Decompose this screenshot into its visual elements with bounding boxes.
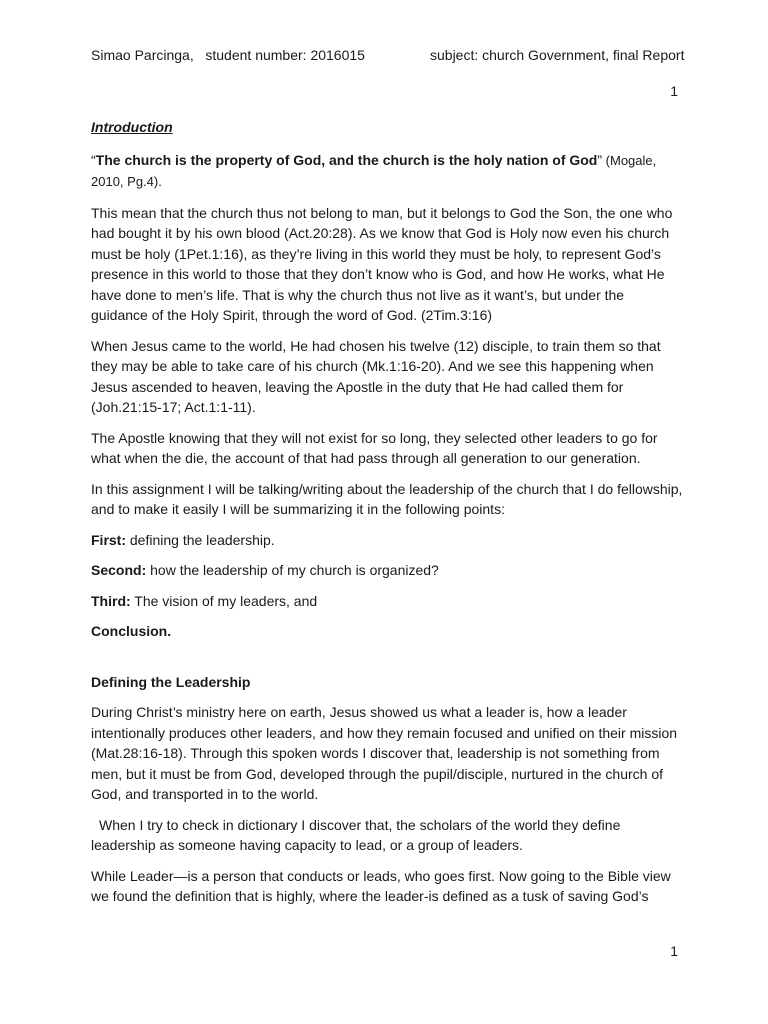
point-label: Second: <box>91 562 147 578</box>
document-body <box>91 117 683 917</box>
quote-close-mark: ” <box>597 151 603 168</box>
point-text: . <box>167 623 172 639</box>
quote-text: The church is the property of God, and the church is the holy nation of God <box>95 151 598 168</box>
header-subject-info: subject: church Government, final Report <box>430 47 685 63</box>
quote-open-mark: “ <box>91 151 96 168</box>
point-first <box>91 530 683 551</box>
quote-citation: (Mogale, 2010, Pg.4). <box>91 152 657 189</box>
intro-paragraph-4: In this assignment I will be talking/writing about the leadership of the church that I do fellowship, and to make it easily I will be summarizing it in the following points: <box>91 480 683 517</box>
point-third <box>91 591 683 612</box>
point-label: Conclusion <box>91 623 168 639</box>
page-number-top: 1 <box>670 83 678 99</box>
opening-quote <box>91 150 683 193</box>
introduction-heading: Introduction <box>91 119 173 135</box>
point-second <box>91 560 683 581</box>
section-paragraph-1: During Christ’s ministry here on earth, Jesus showed us what a leader is, how a leader intentionally produces other leaders, and how they remain focused and unified on their mission (Mat.28:16-18). Through this spoken words I discover that, leadership is not something from men, but it must be from God, developed through the pupil/disciple, nurtured in the church of God, and transported in to the world. <box>91 704 678 802</box>
intro-paragraph-1: This mean that the church thus not belong to man, but it belongs to God the Son, the one who had bought it by his own blood (Act.20:28). As we know that God is Holy now even his church must be holy (1Pet.1:16), as they’re living in this world they must be holy, to represent God’s presence in this world to those that they don’t know who is God, and how He works, what He have done to men’s life. That is why the church thus not live as it want’s, but under the guidance of the Holy Spirit, through the word of God. (2Tim.3:16) <box>91 204 673 323</box>
point-conclusion <box>91 621 683 642</box>
section-heading: Defining the Leadership <box>91 673 251 690</box>
point-label: First: <box>91 531 126 548</box>
intro-paragraph-2: When Jesus came to the world, He had chosen his twelve (12) disciple, to train them so that they may be able to take care of his church (Mk.1:16-20). And we see this happening when Jesus ascended to heaven, leaving the Apostle in the duty that He had called them for (Joh.21:15-17; Act.1:1-11). <box>91 337 661 415</box>
point-label: Third: <box>91 592 131 609</box>
intro-paragraph-3: The Apostle knowing that they will not exist for so long, they selected other leaders to go for what when the die, the account of that had pass through all generation to our generation. <box>91 429 658 466</box>
section-paragraph-2: When I try to check in dictionary I discover that, the scholars of the world they define leadership as someone having capacity to lead, or a group of leaders. <box>91 816 621 853</box>
point-text: how the leadership of my church is organized? <box>146 562 439 578</box>
page-number-bottom: 1 <box>670 943 678 959</box>
page-header <box>91 45 685 67</box>
point-text: The vision of my leaders, and <box>130 592 318 609</box>
section-paragraph-3: While Leader—is a person that conducts or leads, who goes first. Now going to the Bible view we found the definition that is highly, where the leader-is defined as a tusk of saving God’s <box>91 867 671 904</box>
header-author-info: Simao Parcinga, student number: 2016015 <box>91 47 365 63</box>
point-text: defining the leadership. <box>126 531 275 548</box>
